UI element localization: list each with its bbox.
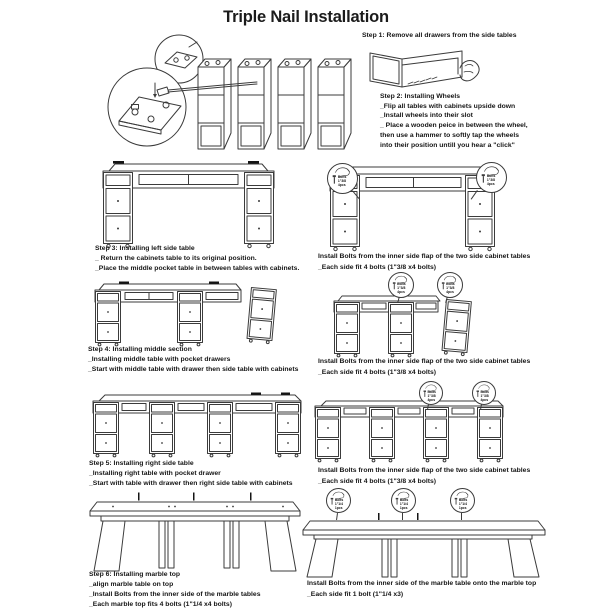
step2-block [380, 92, 528, 150]
step3-title: Step 3: Installing left side table [95, 245, 195, 252]
bolt-callout [450, 488, 475, 513]
step6-block [89, 570, 260, 610]
step4-title: Step 4: Installing middle section [88, 346, 192, 353]
step5-line: _Start with table with drawer then right side table with cabinets [89, 479, 293, 487]
cabinet-upside-down [278, 59, 311, 149]
step6-line: _align marble table on top [89, 580, 174, 588]
step4-desk-diagram [89, 279, 281, 353]
callout-leader [402, 513, 403, 520]
bolt-note-row3: Install Bolts from the inner side flap of the two side cabinet tables _Each side fit 4 bolts (1"3/8 x4 bolts) [318, 358, 531, 377]
callout-label: Bolts 1"3/8 4pcs [337, 175, 347, 188]
step6-line: _Each marble top fits 4 bolts (1"1/4 x4 bolts) [89, 600, 232, 608]
step2-title: Step 2: Installing Wheels [380, 93, 461, 100]
bolt-callout [391, 488, 416, 513]
step1-title: Step 1: Remove all drawers from the side tables [362, 32, 517, 39]
step5-desk-diagram [89, 391, 305, 463]
bolt-callout [327, 163, 358, 194]
step5-block [89, 459, 293, 489]
callout-label: Bolts 1"3/8 4pcs [397, 282, 406, 295]
step6-title: Step 6: Installing marble top [89, 571, 181, 578]
step4-bolts-diagram [330, 292, 476, 360]
bolt-callout [326, 488, 351, 513]
bolt-note-row5: Install Bolts from the inner side of the marble table onto the marble top _Each side fit 1 bolt (1"1/4 x3) [307, 580, 537, 599]
step4-block [88, 345, 298, 375]
wheel-install-diagram [85, 33, 360, 163]
callout-label: Bolts 1"1/4 1pcs [399, 497, 409, 510]
step2-line: into their position untill you hear a "click" [380, 141, 515, 149]
step6-line: _Install Bolts from the inner side of the marble tables [89, 590, 261, 598]
cabinet-upside-down [318, 59, 351, 149]
step3-line: _Place the middle pocket table in between tables with cabinets. [95, 264, 300, 272]
step2-line: _Flip all tables with cabinets upside down [380, 102, 516, 110]
callout-label: Bolts 1"3/8 4pcs [486, 174, 496, 187]
step2-line: _ Place a wooden peice in between the wheel, [380, 122, 528, 130]
step5-line: _Installing right table with pocket drawer [89, 469, 221, 477]
step2-line: then use a hammer to softly tap the wheels [380, 131, 519, 139]
callout-leader [461, 513, 462, 520]
step6-marble-diagram [89, 490, 301, 574]
bolt-callout [472, 381, 496, 405]
callout-label: Bolts 1"3/8 4pcs [427, 390, 436, 403]
callout-label: Bolts 1"3/8 4pcs [446, 282, 455, 295]
step2-line: _Install wheels into their slot [380, 112, 473, 120]
bolt-note-row2: Install Bolts from the inner side flap of the two side cabinet tables _Each side fit 4 bolts (1"3/8 x4 bolts) [318, 253, 531, 272]
bolt-callout [419, 381, 443, 405]
step4-line: _Start with middle table with drawer then side table with cabinets [88, 365, 299, 373]
drawer-removal-diagram [368, 46, 480, 98]
cabinet-upside-down [198, 59, 231, 149]
step3-block [95, 244, 299, 274]
page-title: Triple Nail Installation [223, 8, 389, 26]
step5-title: Step 5: Installing right side table [89, 460, 194, 467]
bolt-note-row4: Install Bolts from the inner side flap of the two side cabinet tables _Each side fit 4 bolts (1"3/8 x4 bolts) [318, 467, 531, 486]
step3-line: _ Return the cabinets table to its original position. [95, 254, 257, 262]
bolt-callout [476, 162, 507, 193]
callout-label: Bolts 1"1/4 1pcs [458, 497, 468, 510]
hand-icon [460, 61, 479, 81]
cabinet-upside-down [238, 59, 271, 149]
bolt-callout [437, 272, 463, 298]
callout-label: Bolts 1"1/4 1pcs [334, 497, 344, 510]
callout-label: Bolts 1"3/8 4pcs [480, 390, 489, 403]
bolt-callout [388, 272, 414, 298]
step3-desk-diagram [97, 158, 280, 250]
step4-line: _Installing middle table with pocket drawers [88, 355, 231, 363]
